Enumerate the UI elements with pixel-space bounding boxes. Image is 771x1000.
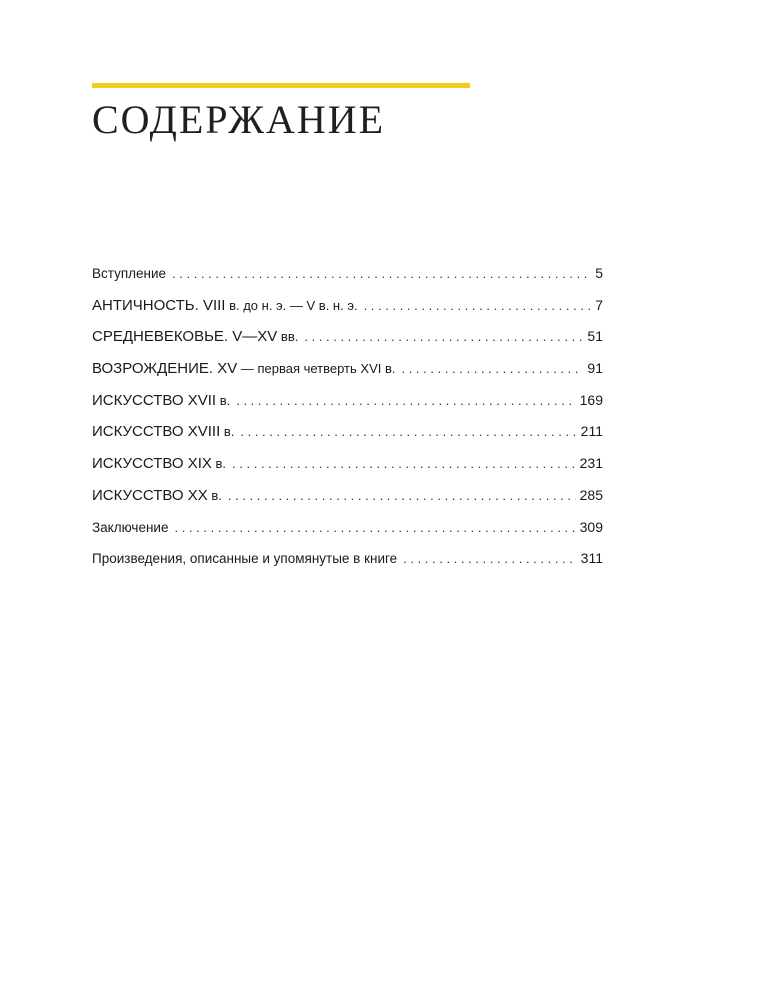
toc-entry[interactable] [92, 448, 603, 480]
toc-entry-main: ВОЗРОЖДЕНИЕ. XV [92, 360, 238, 378]
toc-page-number: 7 [595, 296, 603, 313]
toc-page-number: 5 [595, 265, 603, 281]
toc-page-number: 231 [579, 455, 603, 472]
accent-rule [92, 83, 470, 88]
toc-entry[interactable] [92, 480, 603, 512]
toc-entry-sub: — первая четверть XVI в. [237, 361, 396, 377]
toc-entry-sub: в. [207, 487, 222, 503]
toc-entry-sub: вв. [277, 329, 299, 345]
toc-entry-main: ИСКУССТВО XVII [92, 391, 217, 409]
toc-entry-main: ИСКУССТВО XVIII [92, 423, 221, 441]
toc-entry-sub: в. [211, 456, 227, 472]
toc-page-number: 285 [579, 486, 603, 503]
toc-entry[interactable] [92, 416, 603, 448]
toc-entry-title [92, 290, 358, 322]
toc-entry[interactable] [92, 353, 603, 385]
toc-dot-leader [172, 258, 591, 290]
toc-entry-title [92, 480, 222, 512]
toc-page-number: 91 [587, 360, 603, 377]
toc-dot-leader [232, 448, 576, 480]
toc-dot-leader [403, 543, 577, 575]
toc-page-number: 311 [580, 550, 603, 567]
toc-entry[interactable] [92, 258, 603, 290]
toc-entry-sub: в. до н. э. — V в. н. э. [225, 297, 358, 313]
toc-entry-title [92, 448, 226, 480]
toc-entry[interactable] [92, 512, 603, 544]
toc-entry-title [92, 385, 230, 417]
toc-dot-leader [236, 385, 575, 417]
toc-entry-title: Произведения, описанные и упомянутые в книге [92, 551, 398, 567]
toc-entry-title [92, 321, 298, 353]
toc-dot-leader [240, 416, 576, 448]
toc-entry[interactable] [92, 290, 603, 322]
toc-page-number: 309 [579, 518, 603, 535]
toc-entry-title [92, 353, 395, 385]
toc-entry-title: Вступление [92, 266, 167, 281]
toc-dot-leader [401, 353, 583, 385]
toc-page-number: 51 [587, 328, 603, 345]
toc-entry-title: Заключение [92, 519, 169, 535]
toc-entry-main: ИСКУССТВО XX [92, 486, 208, 504]
toc-entry[interactable] [92, 321, 603, 353]
table-of-contents [92, 258, 603, 575]
toc-dot-leader [228, 480, 576, 512]
toc-entry[interactable] [92, 385, 603, 417]
toc-dot-leader [174, 512, 575, 544]
toc-page-number: 211 [580, 423, 603, 440]
toc-entry-main: СРЕДНЕВЕКОВЬЕ. V—XV [92, 328, 278, 346]
toc-dot-leader [364, 290, 592, 322]
toc-entry[interactable] [92, 543, 603, 575]
toc-dot-leader [304, 321, 583, 353]
toc-page-number: 169 [579, 391, 603, 408]
page-title: СОДЕРЖАНИЕ [92, 97, 386, 142]
toc-entry-main: АНТИЧНОСТЬ. VIII [92, 296, 226, 314]
toc-entry-main: ИСКУССТВО XIX [92, 455, 212, 473]
toc-entry-title [92, 416, 234, 448]
toc-entry-sub: в. [220, 424, 235, 440]
toc-entry-sub: в. [216, 392, 231, 408]
